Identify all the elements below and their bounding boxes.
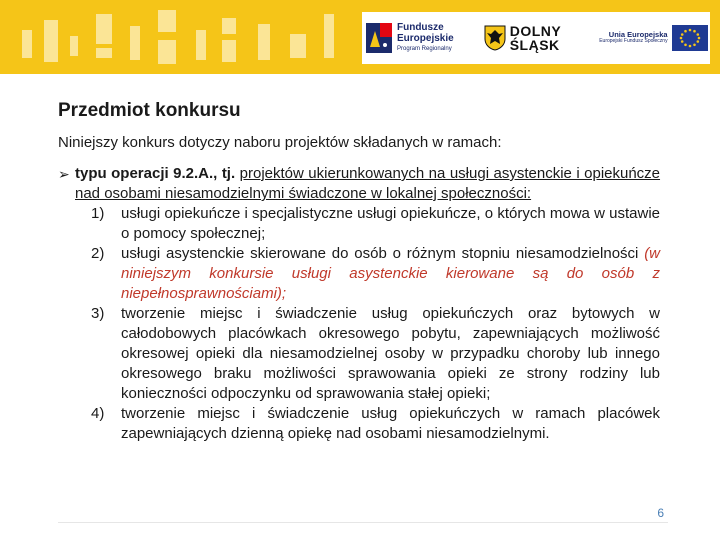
page-number: 6	[657, 506, 664, 520]
item-text: tworzenie miejsc i świadczenie usług opiekuńczych oraz bytowych w całodobowych placówkach okresowego pobytu, zapewniających możliwość okresowej opieki dla niesamodzielnej osoby w przypadku choroby lub innego okresowego braku możliwości sprawowania opieki ze strony rodziny lub konieczności odpoczynku od sprawowania stałej opieki;	[121, 305, 660, 402]
list-item	[58, 304, 660, 404]
bullet-head	[58, 164, 660, 204]
header-band	[0, 0, 720, 74]
item-number: 2)	[91, 245, 105, 262]
footer-divider	[58, 522, 668, 523]
dolny-line1: DOLNY	[509, 23, 562, 39]
fundusze-line1: Fundusze	[397, 22, 444, 34]
item-number: 3)	[91, 305, 105, 322]
item-text: tworzenie miejsc i świadczenie usług opiekuńczych w ramach placówek zapewniających dzienną opiekę nad osobami niesamodzielnymi.	[121, 405, 660, 442]
list-item	[58, 204, 660, 244]
arrow-bullet-icon: ➢	[58, 166, 70, 182]
item-text: usługi opiekuńcze i specjalistyczne usługi opiekuńcze, o których mowa w ustawie o pomocy społecznej;	[121, 205, 660, 242]
item-text: usługi asystenckie skierowane do osób o różnym stopniu niesamodzielności	[121, 245, 639, 262]
ue-line2: Europejski Fundusz Społeczny	[599, 38, 668, 45]
operation-description: projektów ukierunkowanych na usługi asystenckie i opiekuńcze nad osobami niesamodzielnymi świadczone w lokalnej społeczności:	[75, 165, 661, 202]
service-list	[58, 204, 660, 444]
dolny-line2: ŚLĄSK	[509, 37, 560, 53]
fundusze-europejskie-logo	[366, 23, 454, 53]
fundusze-sub: Program Regionalny	[397, 46, 452, 53]
eagle-crest-icon	[484, 25, 506, 51]
operation-prefix: typu operacji	[75, 165, 169, 182]
list-item	[58, 244, 660, 304]
intro-text: Niniejszy konkurs dotyczy naboru projektów składanych w ramach:	[58, 134, 502, 151]
dolny-slask-logo	[484, 24, 562, 52]
ue-line1: Unia Europejska	[608, 30, 668, 40]
operation-bullet	[58, 164, 660, 444]
fundusze-line2: Europejskie	[397, 32, 454, 44]
logo-strip	[362, 12, 710, 64]
fundusze-europejskie-icon	[366, 23, 392, 53]
eu-flag-icon	[672, 25, 708, 51]
slide-title: Przedmiot konkursu	[58, 100, 241, 121]
operation-code: 9.2.A., tj.	[173, 165, 236, 182]
unia-europejska-logo	[599, 25, 707, 51]
item-number: 1)	[91, 205, 105, 222]
item-number: 4)	[91, 405, 105, 422]
item-note: (w niniejszym konkursie usługi asystenckie kierowane są do osób z niepełnosprawnościami);	[121, 245, 661, 302]
list-item	[58, 404, 660, 444]
